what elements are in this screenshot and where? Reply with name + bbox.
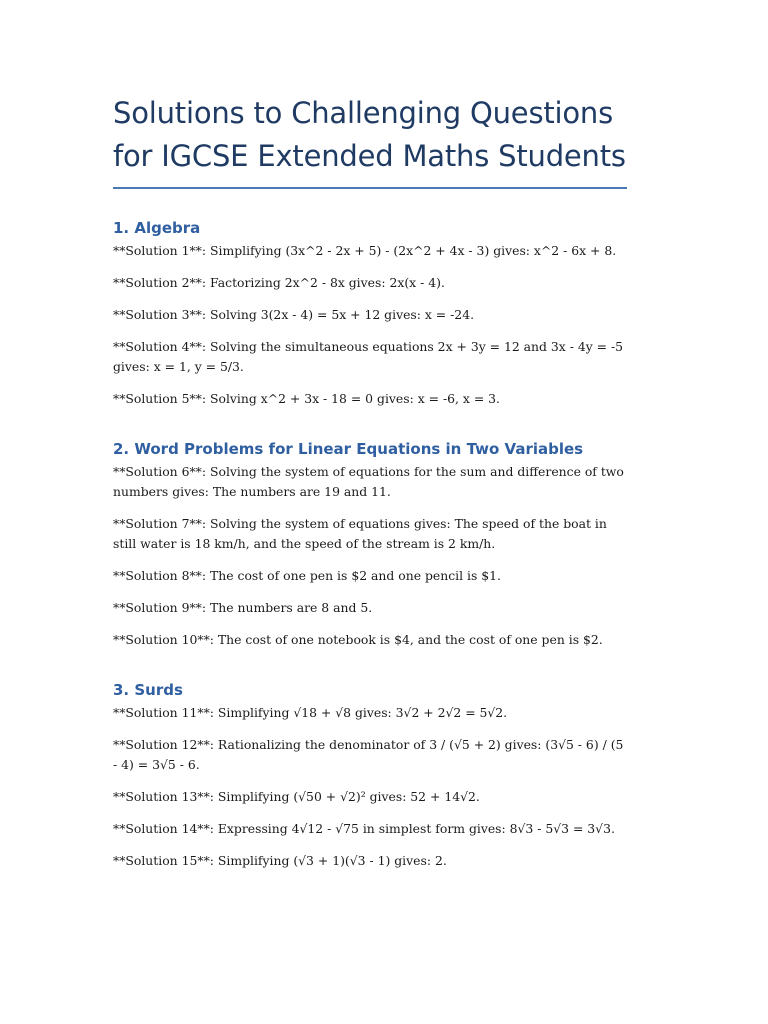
solution-paragraph: **Solution 7**: Solving the system of equations gives: The speed of the boat in still water is 18 km/h, and the speed of the stream is 2 km/h. [113,516,607,551]
document-page [113,92,627,871]
section-heading-algebra: 1. Algebra [113,219,201,237]
section-heading-word-problems: 2. Word Problems for Linear Equations in Two Variables [113,440,584,458]
solution-paragraph: **Solution 2**: Factorizing 2x^2 - 8x gives: 2x(x - 4). [113,275,445,290]
solution-paragraph: **Solution 4**: Solving the simultaneous equations 2x + 3y = 12 and 3x - 4y = -5 gives: x = 1, y = 5/3. [113,339,624,374]
solution-paragraph: **Solution 5**: Solving x^2 + 3x - 18 = 0 gives: x = -6, x = 3. [113,391,500,406]
section-heading-surds: 3. Surds [113,681,183,699]
document-title: Solutions to Challenging Questions for IGCSE Extended Maths Students [113,96,626,173]
solution-paragraph: **Solution 11**: Simplifying √18 + √8 gives: 3√2 + 2√2 = 5√2. [113,705,508,720]
title-underline-rule [113,187,627,189]
solution-paragraph: **Solution 6**: Solving the system of equations for the sum and difference of two numbers gives: The numbers are 19 and 11. [113,464,624,499]
solution-paragraph: **Solution 8**: The cost of one pen is $2 and one pencil is $1. [113,568,501,583]
solution-paragraph: **Solution 9**: The numbers are 8 and 5. [113,600,373,615]
solution-paragraph: **Solution 14**: Expressing 4√12 - √75 in simplest form gives: 8√3 - 5√3 = 3√3. [113,821,615,836]
solution-paragraph: **Solution 1**: Simplifying (3x^2 - 2x + 5) - (2x^2 + 4x - 3) gives: x^2 - 6x + 8. [113,243,617,258]
solution-paragraph: **Solution 15**: Simplifying (√3 + 1)(√3 - 1) gives: 2. [113,853,447,868]
solution-paragraph: **Solution 10**: The cost of one notebook is $4, and the cost of one pen is $2. [113,632,603,647]
solution-paragraph: **Solution 12**: Rationalizing the denominator of 3 / (√5 + 2) gives: (3√5 - 6) / (5 - 4) = 3√5 - 6. [113,737,624,772]
solution-paragraph: **Solution 3**: Solving 3(2x - 4) = 5x + 12 gives: x = -24. [113,307,475,322]
solution-paragraph: **Solution 13**: Simplifying (√50 + √2)² gives: 52 + 14√2. [113,789,480,804]
